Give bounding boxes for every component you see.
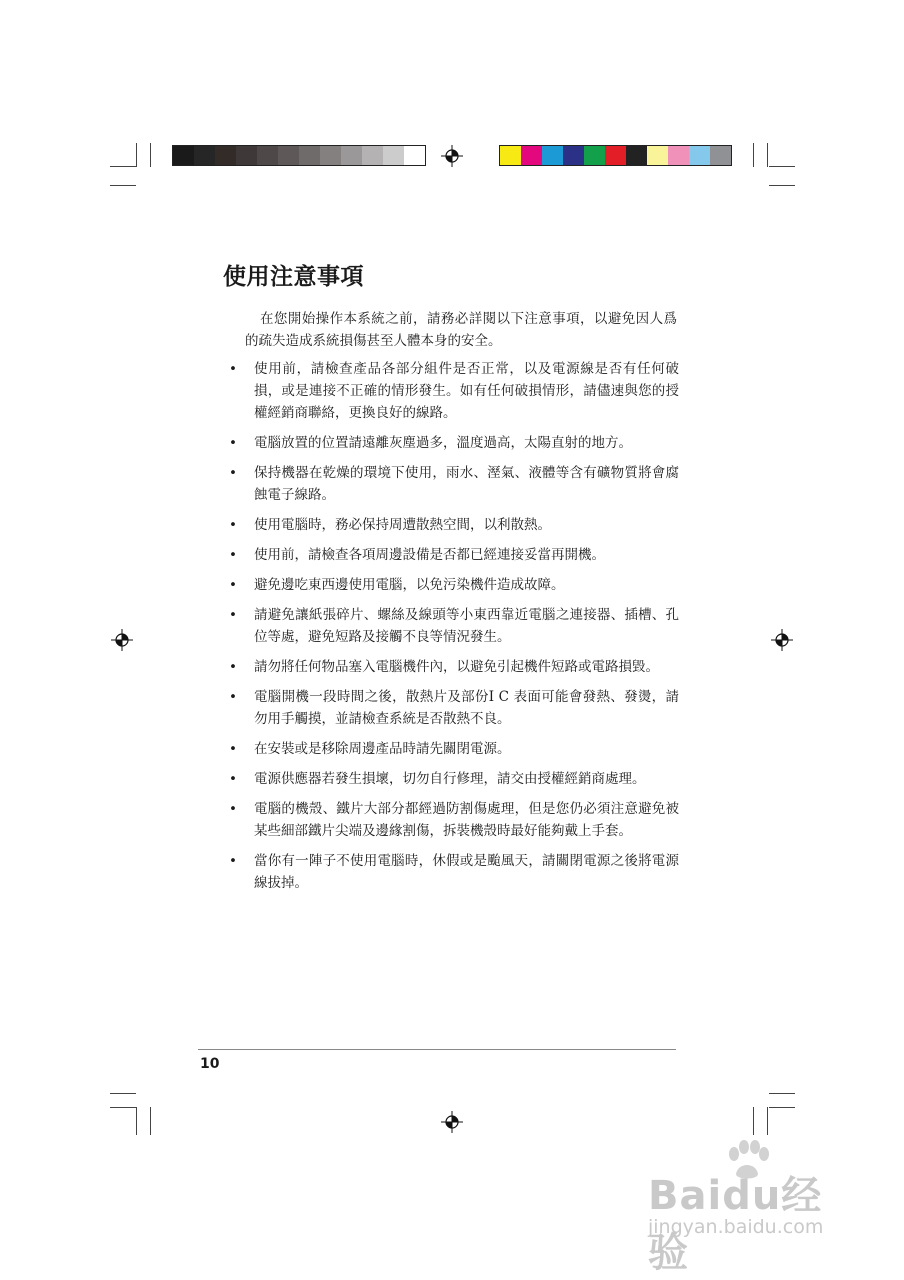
crop-mark (110, 1093, 136, 1094)
watermark (640, 1140, 860, 1276)
crop-mark (769, 185, 795, 186)
list-item-text: 電源供應器若發生損壞，切勿自行修理，請交由授權經銷商處理。 (254, 771, 646, 787)
list-item (229, 574, 679, 596)
crop-mark (110, 185, 136, 186)
crop-mark (136, 143, 137, 167)
crop-mark (767, 1107, 768, 1135)
color-swatch (563, 146, 584, 165)
crop-mark (150, 143, 151, 167)
bullet-icon: • (229, 771, 237, 787)
list-item (229, 514, 679, 536)
color-swatch (647, 146, 668, 165)
color-swatch (689, 146, 710, 165)
registration-mark-icon (441, 145, 463, 167)
page-title: 使用注意事項 (223, 264, 364, 290)
registration-mark-icon (111, 629, 133, 651)
bullet-icon: • (229, 577, 237, 593)
color-swatch (299, 146, 320, 165)
list-item (229, 432, 679, 454)
watermark-url: jingyan.baidu.com (648, 1216, 824, 1238)
color-swatch (542, 146, 563, 165)
bullet-icon: • (229, 607, 237, 623)
list-item-text: 使用電腦時，務必保持周遭散熱空間，以利散熱。 (254, 517, 551, 533)
color-swatch (362, 146, 383, 165)
color-swatch (584, 146, 605, 165)
color-swatch (383, 146, 404, 165)
intro-paragraph: 在您開始操作本系統之前，請務必詳閱以下注意事項，以避免因人爲的疏失造成系統損傷甚至人體本身的安全。 (245, 311, 677, 349)
color-swatch (194, 146, 215, 165)
crop-mark (769, 1107, 795, 1108)
color-swatch (236, 146, 257, 165)
list-item-text: 請勿將任何物品塞入電腦機件內，以避免引起機件短路或電路損毀。 (254, 659, 659, 675)
list-item-text: 避免邊吃東西邊使用電腦，以免污染機件造成故障。 (254, 577, 565, 593)
registration-mark-icon (771, 629, 793, 651)
color-swatch (626, 146, 647, 165)
list-item (229, 656, 679, 678)
list-item (229, 686, 679, 730)
bullet-icon: • (229, 517, 237, 533)
color-swatch (215, 146, 236, 165)
color-calibration-bar (499, 145, 732, 166)
color-swatch (320, 146, 341, 165)
list-item (229, 768, 679, 790)
color-swatch (341, 146, 362, 165)
list-item (229, 462, 679, 506)
footer-divider (198, 1049, 676, 1050)
crop-mark (769, 1093, 795, 1094)
list-item-text: 保持機器在乾燥的環境下使用，雨水、溼氣、液體等含有礦物質將會腐蝕電子線路。 (254, 465, 679, 503)
list-item-text: 電腦放置的位置請遠離灰塵過多，溫度過高，太陽直射的地方。 (254, 435, 632, 451)
color-swatch (521, 146, 542, 165)
list-item-text: 使用前，請檢查各項周邊設備是否都已經連接妥當再開機。 (254, 547, 605, 563)
bullet-icon: • (229, 801, 237, 817)
list-item (229, 850, 679, 894)
list-item-text: 使用前，請檢查產品各部分組件是否正常，以及電源線是否有任何破損，或是連接不正確的情形發生。如有任何破損情形，請儘速與您的授權經銷商聯絡，更換良好的線路。 (254, 361, 679, 421)
color-swatch (404, 146, 425, 165)
list-item (229, 604, 679, 648)
color-swatch (500, 146, 521, 165)
list-item (229, 798, 679, 842)
color-swatch (173, 146, 194, 165)
page-number: 10 (200, 1056, 220, 1072)
crop-mark (769, 166, 795, 167)
bullet-icon: • (229, 659, 237, 675)
crop-mark (110, 1107, 136, 1108)
color-swatch (278, 146, 299, 165)
bullet-icon: • (229, 689, 237, 705)
list-item-text: 在安裝或是移除周邊產品時請先關閉電源。 (254, 741, 511, 757)
bullet-icon: • (229, 361, 237, 377)
color-swatch (257, 146, 278, 165)
color-swatch (668, 146, 689, 165)
bullet-icon: • (229, 465, 237, 481)
bullet-icon: • (229, 853, 237, 869)
list-item (229, 358, 679, 424)
list-item-text: 請避免讓紙張碎片、螺絲及線頭等小東西靠近電腦之連接器、插槽、孔位等處，避免短路及接觸不良等情況發生。 (254, 607, 679, 645)
precautions-list (229, 358, 679, 902)
color-swatch (605, 146, 626, 165)
list-item-text: 當你有一陣子不使用電腦時，休假或是颱風天，請關閉電源之後將電源線拔掉。 (254, 853, 679, 891)
list-item-text: 電腦開機一段時間之後，散熱片及部份I C 表面可能會發熱、發燙，請勿用手觸摸，並請檢查系統是否散熱不良。 (254, 689, 679, 727)
list-item-text: 電腦的機殼、鐵片大部分都經過防割傷處理，但是您仍必須注意避免被某些細部鐵片尖端及邊緣割傷，拆裝機殼時最好能夠戴上手套。 (254, 801, 679, 839)
watermark-brand: Baidu经验 (648, 1173, 823, 1276)
grayscale-bar (172, 145, 426, 166)
crop-mark (150, 1107, 151, 1135)
bullet-icon: • (229, 547, 237, 563)
crop-mark (753, 143, 754, 167)
crop-mark (110, 166, 136, 167)
list-item (229, 738, 679, 760)
crop-mark (753, 1107, 754, 1135)
registration-mark-icon (441, 1111, 463, 1133)
color-swatch (710, 146, 731, 165)
crop-mark (136, 1107, 137, 1135)
bullet-icon: • (229, 741, 237, 757)
bullet-icon: • (229, 435, 237, 451)
list-item (229, 544, 679, 566)
crop-mark (767, 143, 768, 167)
